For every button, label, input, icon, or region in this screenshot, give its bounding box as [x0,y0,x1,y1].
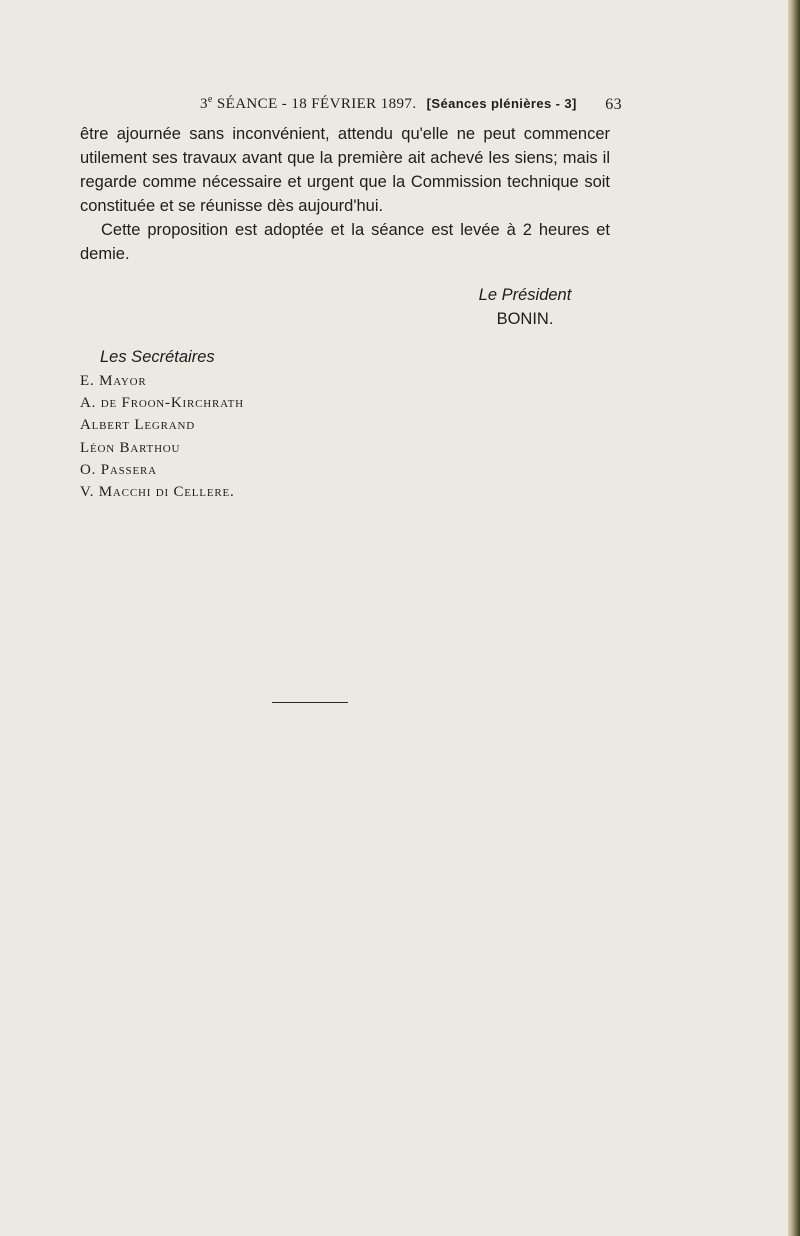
paragraph-continuation: être ajournée sans inconvénient, attendu qu'elle ne peut commencer utilement ses travaux avant que la première ait achevé les siens; mais il regarde comme nécessaire et urgent que la Commission technique soit constituée et se réunisse dès aujourd'hui. [80,125,610,215]
secretaries-label: Les Secrétaires [100,348,215,366]
president-name: BONIN. [496,310,554,328]
body-text [80,122,610,266]
secretary-name: A. de Froon-Kirchrath [80,395,244,412]
session-ordinal-suffix: e [207,94,213,105]
page-number: 63 [605,96,622,113]
running-header [200,96,622,118]
secretary-name: Léon Barthou [80,439,181,456]
secretary-name: V. Macchi di Cellere. [80,484,235,501]
secretary-name: E. Mayor [80,373,147,389]
president-role: Le Président [478,286,572,304]
section-label: [Séances plénières - 3] [426,96,577,111]
session-title: SÉANCE - 18 FÉVRIER 1897. [212,96,417,112]
secretaries-list [80,370,244,503]
end-rule [272,702,348,703]
session-ordinal: 3 [200,96,208,112]
page-edge-shadow [788,0,800,1236]
president-signature [440,283,610,331]
secretary-name: Albert Legrand [80,417,195,434]
paragraph-closing: Cette proposition est adoptée et la séance est levée à 2 heures et demie. [80,221,610,263]
secretary-name: O. Passera [80,461,157,478]
